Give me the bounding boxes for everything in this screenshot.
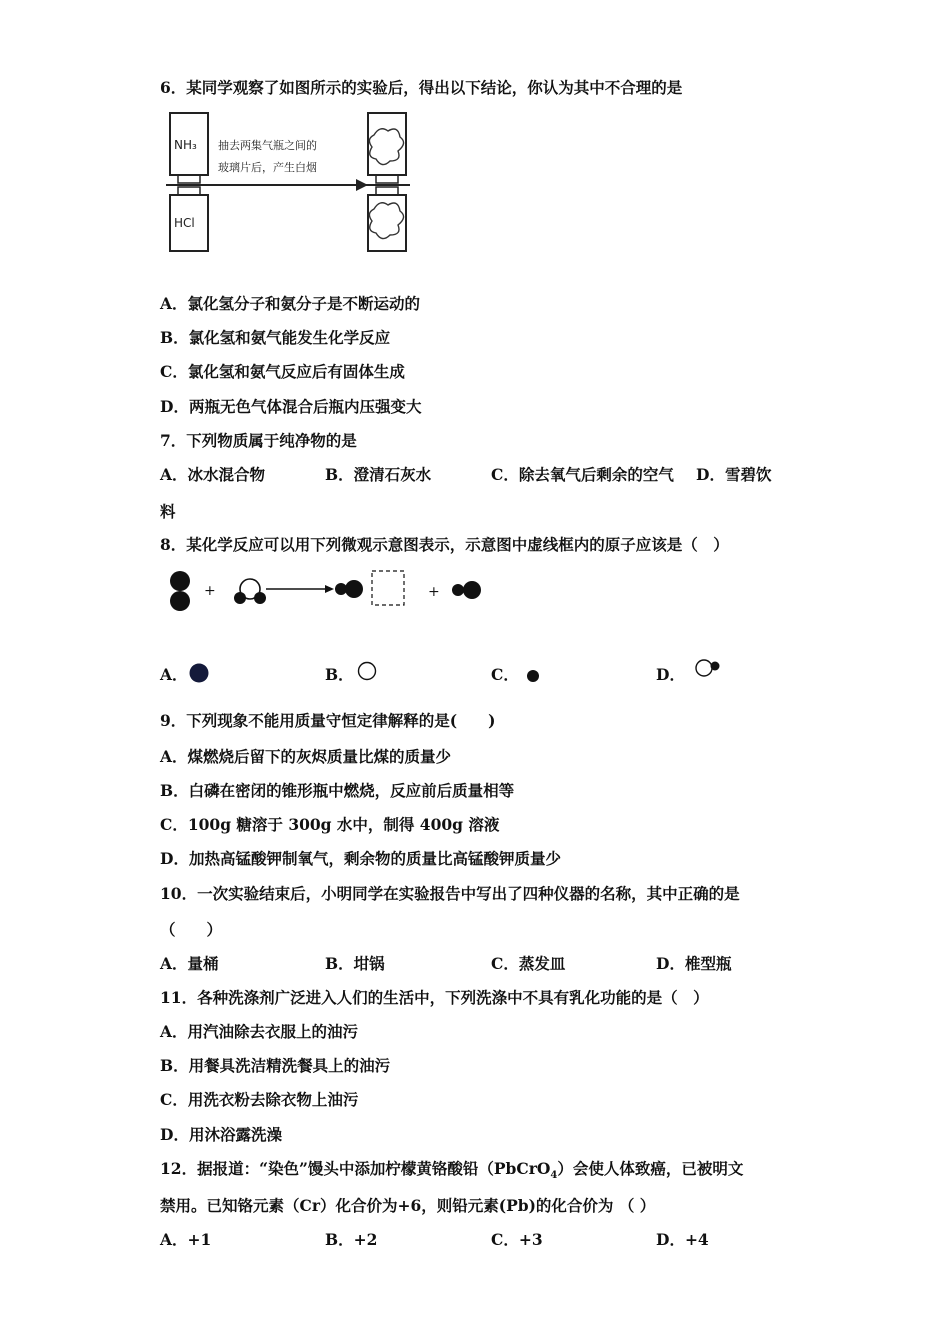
- q6-option-c: C．氯化氢和氨气反应后有固体生成: [160, 362, 405, 381]
- figure-note-line1: 抽去两集气瓶之间的: [218, 139, 317, 152]
- nh3-label: NH₃: [174, 138, 197, 152]
- q12-stem-pre: 12．据报道：“染色”馒头中添加柠檬黄铬酸铅（PbCrO: [160, 1159, 551, 1178]
- q11-option-d: D．用沐浴露洗澡: [160, 1125, 282, 1144]
- q9-stem: 9．下列现象不能用质量守恒定律解释的是( ): [160, 711, 496, 730]
- plus-sign-2: +: [428, 584, 440, 600]
- smoke-top: [369, 129, 403, 165]
- figure-note-line2: 玻璃片后，产生白烟: [218, 161, 317, 174]
- q7-option-c: C．除去氧气后剩余的空气: [491, 465, 674, 484]
- q6-experiment-figure: [160, 105, 420, 265]
- q8-option-d-symbol: [694, 658, 726, 682]
- q12-stem-line2: 禁用。已知铬元素（Cr）化合价为+6，则铅元素(Pb)的化合价为 （ ）: [160, 1196, 656, 1215]
- q11-option-b: B．用餐具洗洁精洗餐具上的油污: [160, 1056, 391, 1075]
- q7-option-b: B．澄清石灰水: [325, 465, 432, 484]
- q6-option-b: B．氯化氢和氨气能发生化学反应: [160, 328, 391, 347]
- left-nh3-bottle: [166, 113, 212, 185]
- product-molecule-1: [335, 580, 363, 598]
- q10-option-c: C．蒸发皿: [491, 954, 566, 973]
- q12-stem-post: ）会使人体致癌，已被明文: [557, 1159, 744, 1178]
- q8-option-a: A．: [160, 665, 188, 684]
- q9-option-b: B．白磷在密闭的锥形瓶中燃烧，反应前后质量相等: [160, 781, 515, 800]
- q7-option-d: D．雪碧饮: [696, 465, 772, 484]
- q10-stem: 10．一次实验结束后，小明同学在实验报告中写出了四种仪器的名称，其中正确的是: [160, 884, 740, 903]
- left-hcl-bottle: [170, 187, 208, 251]
- q8-option-b-symbol: [357, 661, 381, 685]
- dashed-box: [372, 571, 404, 605]
- q9-option-d: D．加热高锰酸钾制氧气，剩余物的质量比高锰酸钾质量少: [160, 849, 561, 868]
- q12-option-b: B．+2: [325, 1230, 378, 1249]
- reaction-arrow-head: [325, 585, 334, 593]
- q7-stem: 7．下列物质属于纯净物的是: [160, 431, 357, 450]
- q6-option-a: A．氯化氢分子和氨分子是不断运动的: [160, 294, 421, 313]
- q12-option-d: D．+4: [656, 1230, 709, 1249]
- product-molecule-2: [452, 581, 481, 599]
- right-bottles: [364, 113, 410, 251]
- q12-option-a: A．+1: [160, 1230, 212, 1249]
- q11-stem: 11．各种洗涤剂广泛进入人们的生活中，下列洗涤中不具有乳化功能的是（ ）: [160, 988, 709, 1007]
- hcl-label: HCl: [174, 216, 195, 230]
- q10-paren: （ ）: [160, 920, 223, 939]
- q7-option-a: A．冰水混合物: [160, 465, 266, 484]
- plus-sign-1: +: [204, 583, 216, 599]
- q6-option-d: D．两瓶无色气体混合后瓶内压强变大: [160, 397, 422, 416]
- q7-option-d-wrap: 料: [160, 502, 176, 521]
- q8-option-a-symbol: [189, 663, 213, 687]
- q9-option-a: A．煤燃烧后留下的灰烬质量比煤的质量少: [160, 747, 452, 766]
- q8-stem: 8．某化学反应可以用下列微观示意图表示，示意图中虚线框内的原子应该是（ ）: [160, 535, 729, 554]
- q12-stem-line1: [160, 1159, 743, 1186]
- smoke-bottom: [369, 203, 403, 239]
- q11-option-a: A．用汽油除去衣服上的油污: [160, 1022, 359, 1041]
- q8-option-c: C．: [491, 665, 519, 684]
- q8-option-c-symbol: [525, 668, 543, 686]
- q12-stem-sub: 4: [550, 1170, 558, 1182]
- q6-stem: 6．某同学观察了如图所示的实验后，得出以下结论，你认为其中不合理的是: [160, 78, 683, 97]
- reactant-molecule-1: [170, 571, 190, 611]
- q10-option-d: D．椎型瓶: [656, 954, 732, 973]
- reactant-molecule-2: [234, 579, 266, 604]
- q11-option-c: C．用洗衣粉去除衣物上油污: [160, 1090, 359, 1109]
- q12-option-c: C．+3: [491, 1230, 543, 1249]
- q8-option-b: B．: [325, 665, 354, 684]
- q10-option-b: B．坩锅: [325, 954, 385, 973]
- q10-option-a: A．量桶: [160, 954, 219, 973]
- q8-reaction-diagram: [160, 565, 500, 620]
- q9-option-c: C．100g 糖溶于 300g 水中，制得 400g 溶液: [160, 815, 500, 834]
- q8-option-d: D．: [656, 665, 685, 684]
